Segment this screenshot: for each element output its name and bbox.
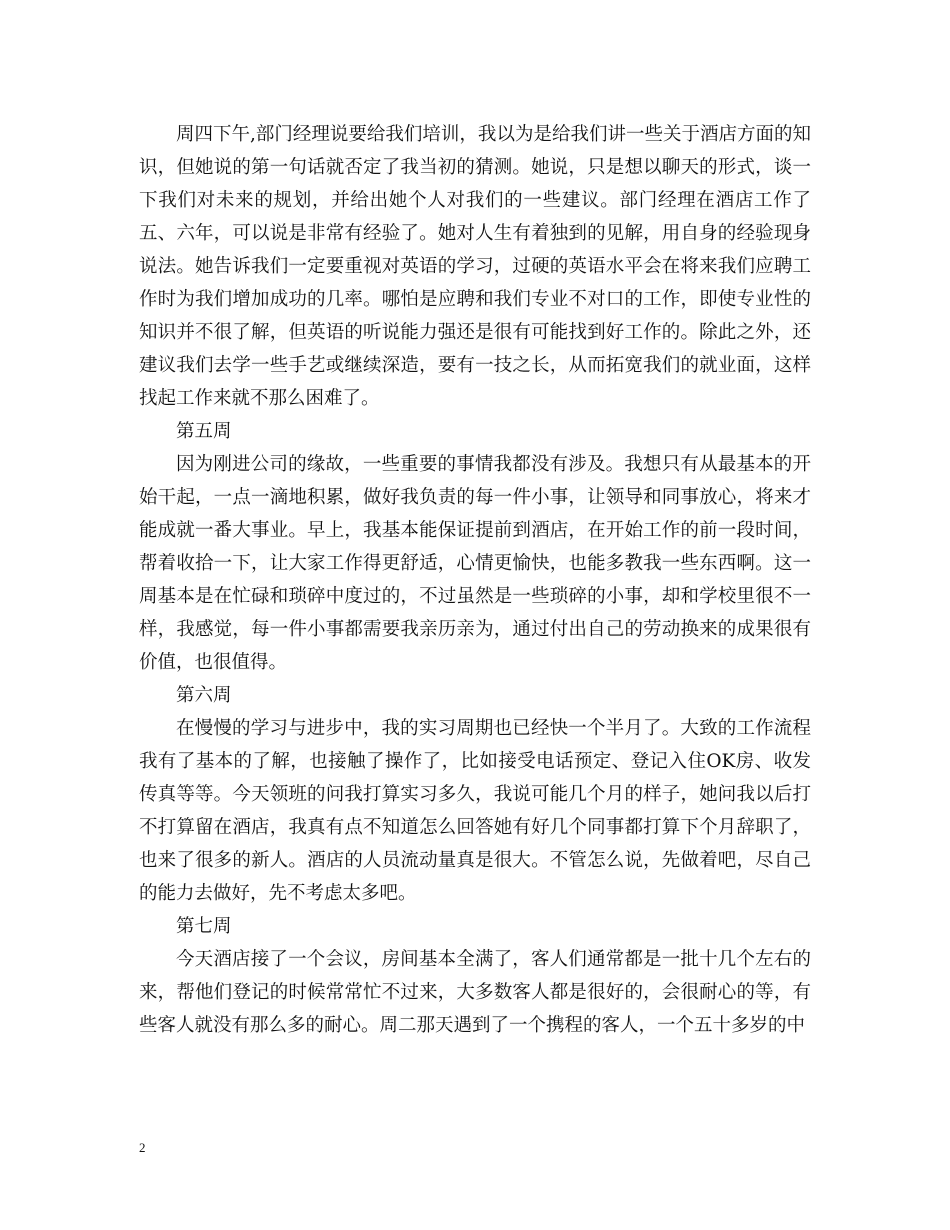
section-heading-week5: 第五周 (176, 421, 232, 442)
section-heading-week6: 第六周 (176, 685, 232, 706)
page-number: 2 (139, 1140, 146, 1155)
paragraph-week7: 今天酒店接了一个会议，房间基本全满了，客人们通常都是一批十几个左右的来，帮他们登记的时候常常忙不过来，大多数客人都是很好的，会很耐心的等，有些客人就没有那么多的耐心。周二那天遇到了一个携程的客人，一个五十多岁的中 (139, 949, 811, 1036)
paragraph-week5: 因为刚进公司的缘故，一些重要的事情我都没有涉及。我想只有从最基本的开始干起，一点一滴地积累，做好我负责的每一件小事，让领导和同事放心，将来才能成就一番大事业。早上，我基本能保证提前到酒店，在开始工作的前一段时间，帮着收拾一下，让大家工作得更舒适，心情更愉快，也能多教我一些东西啊。这一周基本是在忙碌和琐碎中度过的，不过虽然是一些琐碎的小事，却和学校里很不一样，我感觉，每一件小事都需要我亲历亲为，通过付出自己的劳动换来的成果很有价值，也很值得。 (139, 454, 811, 673)
paragraph-training: 周四下午,部门经理说要给我们培训，我以为是给我们讲一些关于酒店方面的知识，但她说的第一句话就否定了我当初的猜测。她说，只是想以聊天的形式，谈一下我们对未来的规划，并给出她个人对我们的一些建议。部门经理在酒店工作了五、六年，可以说是非常有经验了。她对人生有着独到的见解，用自身的经验现身说法。她告诉我们一定要重视对英语的学习，过硬的英语水平会在将来我们应聘工作时为我们增加成功的几率。哪怕是应聘和我们专业不对口的工作，即使专业性的知识并不很了解，但英语的听说能力强还是很有可能找到好工作的。除此之外，还建议我们去学一些手艺或继续深造，要有一技之长，从而拓宽我们的就业面，这样找起工作来就不那么困难了。 (139, 124, 811, 409)
paragraph-week6: 在慢慢的学习与进步中，我的实习周期也已经快一个半月了。大致的工作流程我有了基本的了解，也接触了操作了，比如接受电话预定、登记入住OK房、收发传真等等。今天领班的问我打算实习多久，我说可能几个月的样子，她问我以后打不打算留在酒店，我真有点不知道怎么回答她有好几个同事都打算下个月辞职了，也来了很多的新人。酒店的人员流动量真是很大。不管怎么说，先做着吧，尽自己的能力去做好，先不考虑太多吧。 (139, 718, 811, 904)
page-body (139, 118, 811, 1042)
section-heading-week7: 第七周 (176, 916, 232, 937)
